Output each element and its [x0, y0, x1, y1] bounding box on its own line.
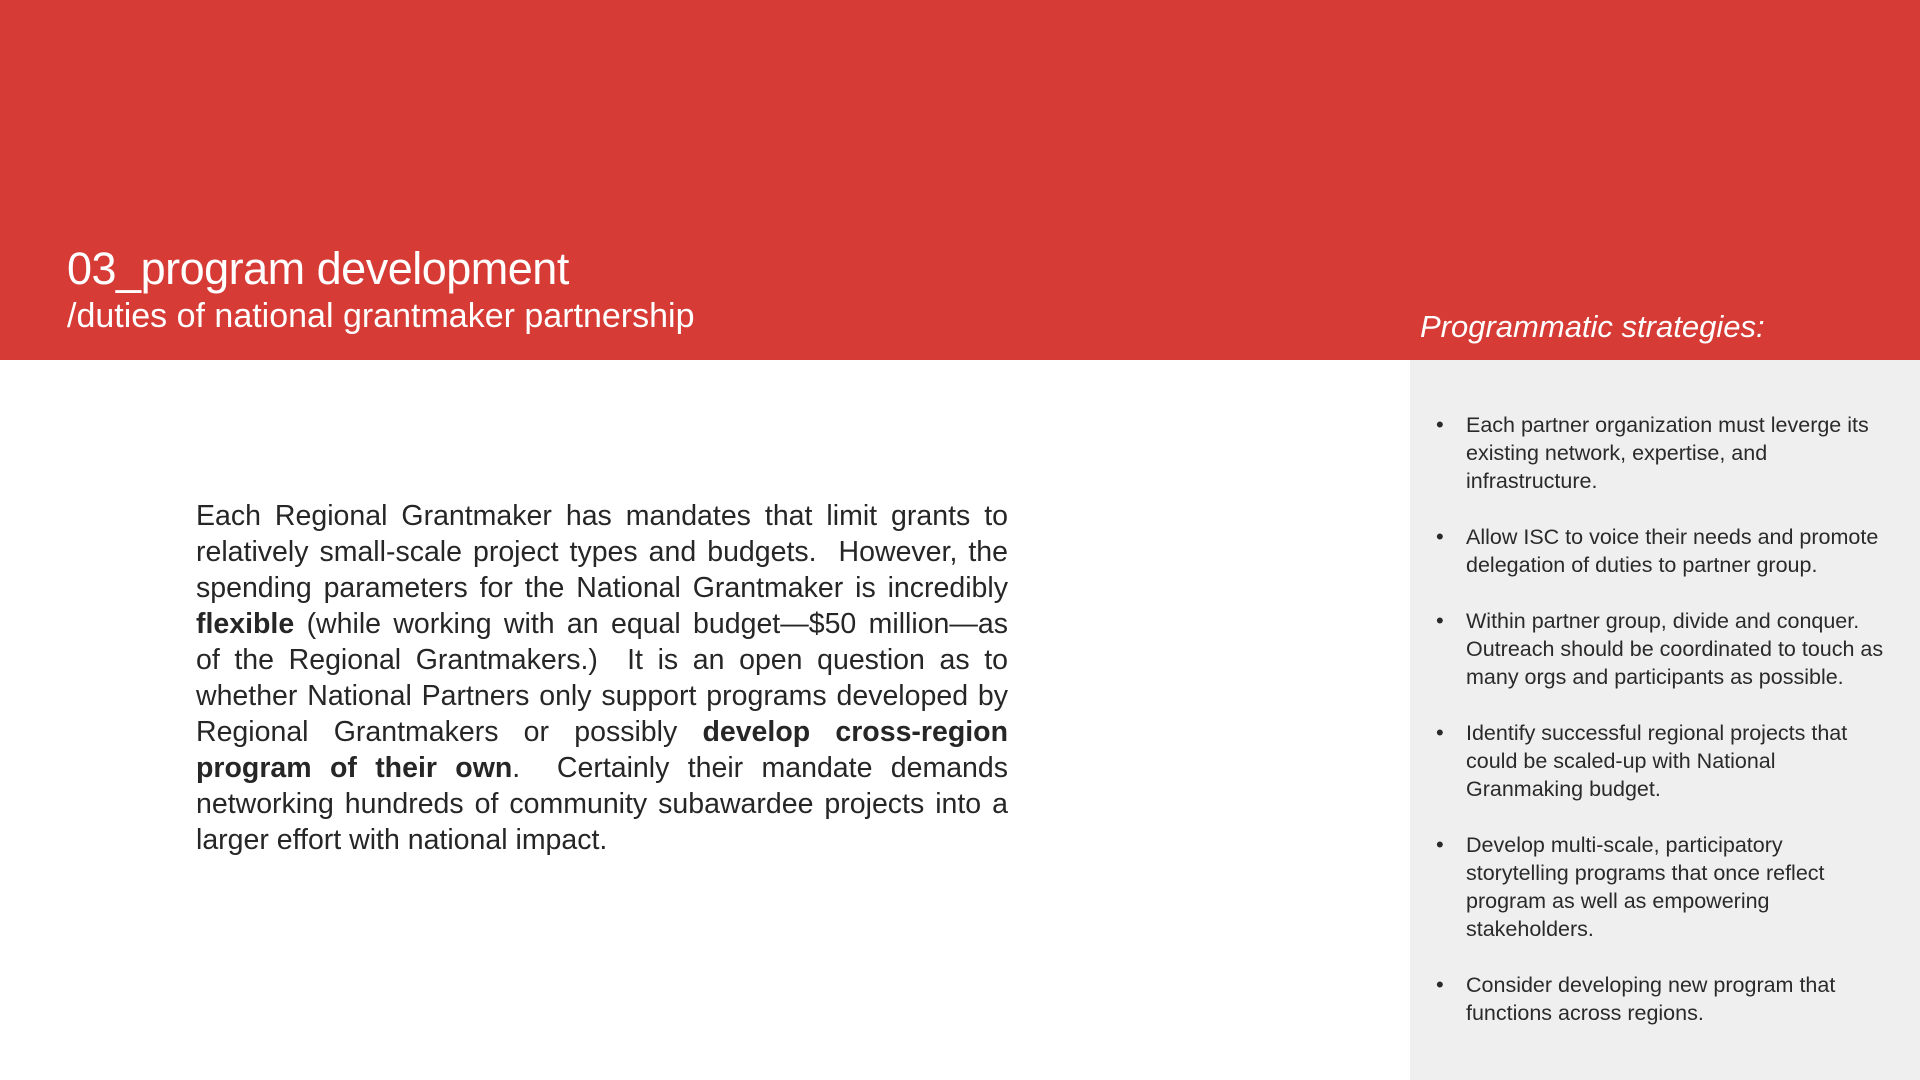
strategy-item [1436, 607, 1888, 691]
strategy-text: Consider developing new program that functions across regions. [1466, 973, 1836, 1025]
strategy-item [1436, 971, 1888, 1027]
body-emphasis-cross-region: develop cross-region program of their own [196, 716, 1008, 784]
bullet-icon: • [1436, 524, 1444, 549]
body-text-segment: . Certainly their mandate demands networking hundreds of community subawardee projects into a larger effort with national impact. [196, 752, 1009, 856]
page-title: 03_program development [67, 243, 569, 294]
strategy-text: Allow ISC to voice their needs and promote delegation of duties to partner group. [1466, 525, 1879, 577]
body-emphasis-flexible: flexible [196, 608, 295, 640]
page-subtitle: /duties of national grantmaker partnership [67, 297, 695, 335]
strategy-item [1436, 523, 1888, 579]
bullet-icon: • [1436, 972, 1444, 997]
body-text-segment: Each Regional Grantmaker has mandates that limit grants to relatively small-scale project types and budgets. However, the spending parameters for the National Grantmaker is incredibly [196, 500, 1008, 604]
strategies-list [1436, 411, 1888, 1055]
strategy-text: Develop multi-scale, participatory storytelling programs that once reflect program as well as empowering stakeholders. [1466, 833, 1825, 941]
strategy-item [1436, 831, 1888, 943]
strategy-text: Identify successful regional projects that could be scaled-up with National Granmaking budget. [1466, 721, 1848, 801]
bullet-icon: • [1436, 608, 1444, 633]
strategy-text: Each partner organization must leverge its existing network, expertise, and infrastructure. [1466, 413, 1869, 493]
bullet-icon: • [1436, 412, 1444, 437]
body-paragraph [196, 498, 1008, 858]
bullet-icon: • [1436, 832, 1444, 857]
strategy-item [1436, 719, 1888, 803]
bullet-icon: • [1436, 720, 1444, 745]
strategy-item [1436, 411, 1888, 495]
body-text-segment: (while working with an equal budget—$50 million—as of the Regional Grantmakers.) It is an open question as to whether National Partners only support programs developed by Regional Grantmakers or possibly [196, 608, 1008, 748]
strategies-heading: Programmatic strategies: [1420, 309, 1765, 344]
strategy-text: Within partner group, divide and conquer. Outreach should be coordinated to touch as many orgs and participants as possible. [1466, 609, 1884, 689]
